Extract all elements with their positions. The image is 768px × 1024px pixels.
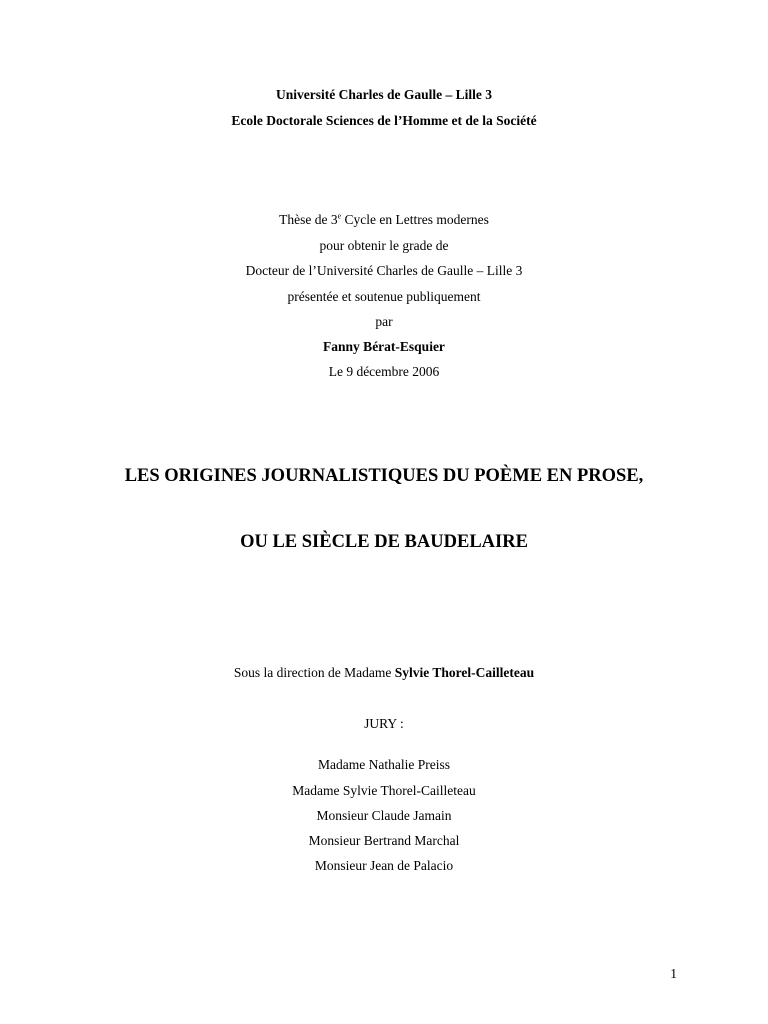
supervision-prefix: Sous la direction de Madame [233,665,395,680]
jury-member: Madame Sylvie Thorel-Cailleteau [292,783,476,798]
jury-member: Monsieur Claude Jamain [316,808,452,823]
thesis-title-line-1: LES ORIGINES JOURNALISTIQUES DU POÈME EN PROSE, [124,466,644,486]
university-name: Université Charles de Gaulle – Lille 3 [276,87,492,102]
degree-superscript: e [337,211,342,221]
doctorate-line: Docteur de l’Université Charles de Gaulle – Lille 3 [245,263,523,278]
presentation-line: présentée et soutenue publiquement [287,289,481,304]
degree-suffix: Cycle en Lettres modernes [341,212,489,227]
jury-label: JURY : [364,716,404,731]
supervisor-name: Sylvie Thorel-Cailleteau [394,665,535,680]
jury-member: Monsieur Jean de Palacio [314,858,454,873]
degree-line [0,213,768,227]
degree-purpose: pour obtenir le grade de [319,238,449,253]
jury-member: Monsieur Bertrand Marchal [308,833,460,848]
by-line: par [375,314,393,329]
doctoral-school: Ecole Doctorale Sciences de l’Homme et de la Société [231,113,537,128]
author-name: Fanny Bérat-Esquier [323,339,445,354]
jury-member: Madame Nathalie Preiss [318,757,450,772]
defense-date: Le 9 décembre 2006 [328,364,440,379]
thesis-title-line-2: OU LE SIÈCLE DE BAUDELAIRE [240,532,528,552]
page-number: 1 [670,966,677,981]
degree-prefix: Thèse de 3 [279,212,338,227]
supervision-line [0,666,768,680]
